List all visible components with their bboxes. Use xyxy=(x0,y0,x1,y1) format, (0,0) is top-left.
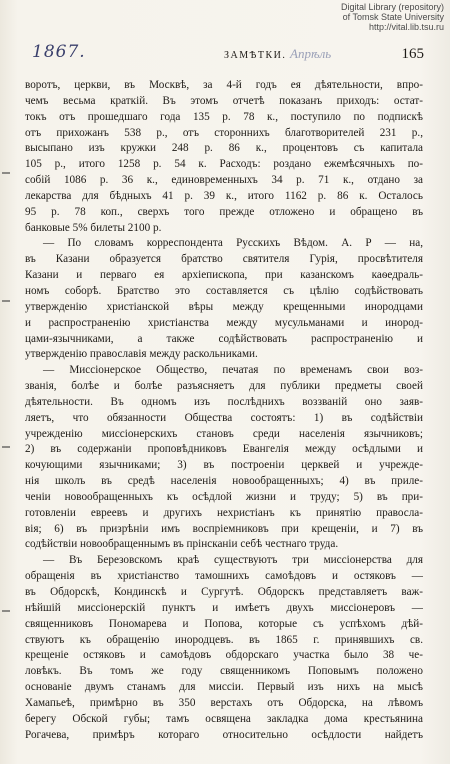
text-line: учрежденію миссіонерскихъ становъ среди населенія язычниковъ; xyxy=(25,427,423,440)
margin-mark xyxy=(2,300,10,302)
text-line: крещеніе остяковъ и самоѣдовъ обдорскаго участка было 38 че- xyxy=(25,649,423,662)
text-line: 105 р., итого 1258 р. 54 к. Расходъ: роздано ежемѣсячныхъ по- xyxy=(25,158,423,171)
text-line: Рогачева, примѣръ котораго относительно осѣдлости найдетъ xyxy=(25,728,423,741)
text-line: въ Обдорскѣ, Кондинскѣ и Сургутѣ. Обдорскъ представляетъ важ- xyxy=(25,586,423,598)
text-line: цами-язычниками, а также содѣйствовать распространенію и xyxy=(25,332,423,345)
text-line: лекарства для бѣдныхъ 41 р. 39 к., итого 1162 р. 86 к. Осталось xyxy=(25,189,423,202)
text-line: вія; 6) въ призрѣніи имъ воспріемниковъ при крещеніи, и 7) въ xyxy=(25,522,423,535)
text-line: ствуютъ къ обращенію инородцевъ. въ 1865 г. принявшихъ св. xyxy=(25,633,423,646)
text-line: Хамапьеѣ, примѣрно въ 350 верстахъ отъ Обдорска, на лѣвомъ xyxy=(25,696,423,709)
text-line: основаніе двумъ станамъ для миссіи. Первый изъ нихъ на мысѣ xyxy=(25,681,423,694)
text-line: отъ прихожанъ 538 р., отъ стороннихъ благотворителей 231 р., xyxy=(25,126,423,139)
text-line: номъ соборѣ. Братство это составляется съ цѣлію содѣйствовать xyxy=(25,284,423,297)
text-line: ловѣкъ. Въ томъ же году священникомъ Поповымъ положено xyxy=(25,665,423,678)
text-line: 95 р. 78 коп., сверхъ того прежде отложено и обращено въ xyxy=(25,205,423,218)
text-line: Казани и перваго ея архіепископа, при казанскомъ каѳедраль- xyxy=(25,269,423,282)
text-line: ченіи новообращенныхъ къ осѣдлой жизни и труду; 5) въ при- xyxy=(25,490,423,503)
margin-mark xyxy=(2,446,10,448)
page-number: 165 xyxy=(401,46,424,62)
watermark-line-2: of Tomsk State University xyxy=(342,12,444,22)
handwritten-month-note: Апрѣль xyxy=(290,46,332,61)
text-line: чемъ весьма краткій. Въ этомъ отчетѣ показанъ приходъ: остат- xyxy=(25,94,423,107)
text-line: ляетъ, что обязанности Общества состоятъ: 1) въ содѣйствіи xyxy=(25,411,423,424)
text-line: въ Казани образуется братство святителя Гурія, просвѣтителя xyxy=(25,253,423,266)
text-line: — Въ Березовскомъ краѣ существуютъ три миссіонерства для xyxy=(43,554,423,567)
text-line: званія, болѣе и болѣе разъясняетъ для публики предметы своей xyxy=(25,380,423,393)
text-line: содѣйствіи новообращеннымъ въ прінсканіи себѣ честнаго труда. xyxy=(25,538,339,551)
handwritten-year-number: 1867. xyxy=(32,42,86,62)
article-body xyxy=(25,78,423,743)
text-line: высыпано изъ кружки 248 р. 86 к., процентовъ съ капитала xyxy=(25,142,423,155)
margin-mark xyxy=(2,172,10,174)
text-line: утвержденію христіанской вѣры между крещенными инородцами xyxy=(25,300,423,313)
text-line: собій 1086 р. 36 к., единовременныхъ 34 р. 71 к., отдано за xyxy=(25,174,423,187)
repository-watermark xyxy=(294,2,444,32)
text-line: кочующими язычниками; 3) въ построеніи церквей и учрежде- xyxy=(25,459,423,472)
watermark-line-1: Digital Library (repository) xyxy=(340,2,444,12)
text-line: — По словамъ корреспондента Русскихъ Вѣдом. А. Р — на, xyxy=(43,237,423,250)
text-line: воротъ, церкви, въ Москвѣ, за 4-й годъ ея дѣятельности, впро- xyxy=(25,79,423,91)
margin-mark xyxy=(2,610,10,612)
watermark-line-3[interactable]: http://vital.lib.tsu.ru xyxy=(368,22,444,32)
text-line: священниковъ Пономарева и Попова, которые съ успѣхомъ дѣй- xyxy=(25,617,423,630)
text-line: токъ отъ прошедшаго года 135 р. 78 к., поступило по подпискѣ xyxy=(25,110,423,123)
text-line: 2) въ содержаніи проповѣдниковъ Евангелія между осѣдлыми и xyxy=(25,443,423,456)
running-title: ЗАМѢТКИ. xyxy=(224,50,287,61)
text-line: обращенія въ христіанство тамошнихъ самоѣдовъ и остяковъ — xyxy=(25,570,423,583)
text-line: готовленіи евреевъ и другихъ нехристіанъ къ принятію правосла- xyxy=(25,506,423,519)
text-line: берегу Обской губы; тамъ освящена закладка дома крестьянина xyxy=(25,712,423,725)
text-line: дѣятельности. Въ одномъ изъ послѣднихъ воззваній оно заяв- xyxy=(25,395,423,408)
text-line: и распространенію христіанства между мусульманами и инород- xyxy=(25,316,423,329)
text-line: — Миссіонерское Общество, печатая по временамъ свои воз- xyxy=(43,364,423,377)
text-line: нія школъ въ средѣ населенія новообращенныхъ; 4) въ приле- xyxy=(25,475,423,488)
text-line: утвержденію православія между раскольниками. xyxy=(25,348,258,361)
page-header xyxy=(24,42,428,70)
text-line: нѣйшій миссіонерскій пунктъ и имѣетъ двухъ миссіонеровъ — xyxy=(25,601,423,614)
text-line: банковые 5% билеты 2100 р. xyxy=(25,221,162,234)
